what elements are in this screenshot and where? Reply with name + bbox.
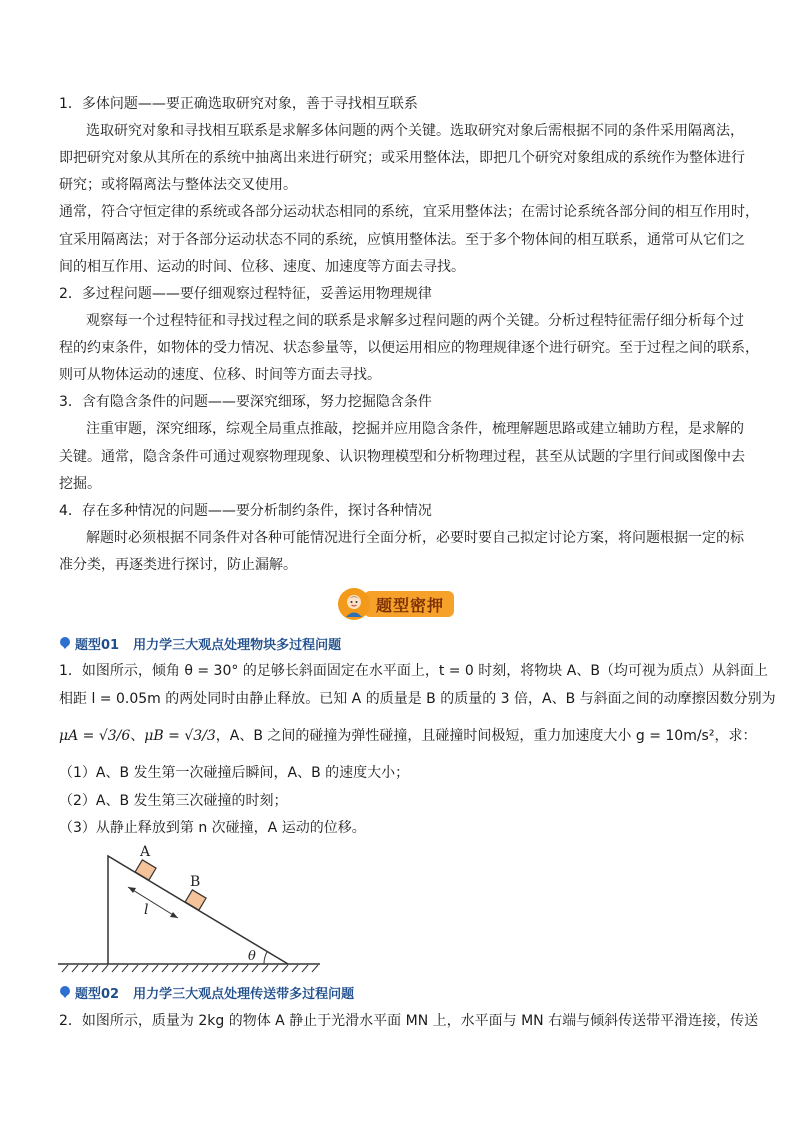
- section-2-text: 程的约束条件，如物体的受力情况、状态参量等，以便运用相应的物理规律逐个进行研究。至于过程之间的联系，: [59, 340, 759, 356]
- section-1-title: 1．多体问题——要正确选取研究对象，善于寻找相互联系: [59, 96, 418, 112]
- location-pin-icon: [59, 986, 71, 998]
- question-1: （1）A、B 发生第一次碰撞后瞬间，A、B 的速度大小；: [59, 765, 410, 781]
- type-01-title: 用力学三大观点处理物块多过程问题: [133, 637, 342, 653]
- type-01-heading: [59, 634, 341, 652]
- section-1-text: 间的相互作用、运动的时间、位移、速度、加速度等方面去寻找。: [59, 259, 465, 275]
- incline-figure: [58, 842, 320, 974]
- problem-2-text: 2．如图所示，质量为 2kg 的物体 A 静止于光滑水平面 MN 上，水平面与 MN 右端与倾斜传送带平滑连接，传送: [59, 1013, 759, 1029]
- section-4-text: 准分类，再逐类进行探讨，防止漏解。: [59, 557, 297, 573]
- section-3-title: 3．含有隐含条件的问题——要深究细琢，努力挖掘隐含条件: [59, 394, 432, 410]
- location-pin-icon: [59, 637, 71, 649]
- problem-1-text: ，A、B 之间的碰撞为弹性碰撞，且碰撞时间极短，重力加速度大小 g = 10m/s²，求：: [215, 728, 757, 744]
- section-2-title: 2．多过程问题——要仔细观察过程特征，妥善运用物理规律: [59, 286, 432, 302]
- problem-1-text: 相距 l = 0.05m 的两处同时由静止释放。已知 A 的质量是 B 的质量的 3 倍，A、B 与斜面之间的动摩擦因数分别为: [59, 691, 776, 707]
- mu-a-formula: μA = √3/6: [59, 728, 131, 744]
- section-1-text: 研究；或将隔离法与整体法交叉使用。: [59, 177, 297, 193]
- label-theta: θ: [248, 949, 256, 964]
- section-1-text: 宜采用隔离法；对于各部分运动状态不同的系统，应慎用整体法。至于多个物体间的相互联系，通常可从它们之: [59, 232, 745, 248]
- section-4-text: 解题时必须根据不同条件对各种可能情况进行全面分析，必要时要自己拟定讨论方案，将问题根据一定的标: [86, 530, 744, 546]
- badge-label: 题型密押: [364, 591, 454, 617]
- section-3-text: 挖掘。: [59, 476, 101, 492]
- section-1-text: 选取研究对象和寻找相互联系是求解多体问题的两个关键。选取研究对象后需根据不同的条件采用隔离法，: [86, 123, 744, 139]
- problem-1-text: 1．如图所示，倾角 θ = 30° 的足够长斜面固定在水平面上，t = 0 时刻，将物块 A、B（均可视为质点）从斜面上: [59, 663, 768, 679]
- type-02-heading: [59, 983, 354, 1001]
- mu-b-formula: μB = √3/3: [144, 728, 216, 744]
- section-2-text: 观察每一个过程特征和寻找过程之间的联系是求解多过程问题的两个关键。分析过程特征需仔细分析每个过: [86, 313, 744, 329]
- problem-1-formula-line: μA = √3/6、μB = √3/3，A、B 之间的碰撞为弹性碰撞，且碰撞时间极短，重力加速度大小 g = 10m/s²，求：: [59, 728, 757, 744]
- section-3-text: 注重审题，深究细琢，综观全局重点推敲，挖掘并应用隐含条件，梳理解题思路或建立辅助方程，是求解的: [86, 421, 744, 437]
- label-a: A: [140, 844, 151, 860]
- section-4-title: 4．存在多种情况的问题——要分析制约条件，探讨各种情况: [59, 503, 432, 519]
- label-l: l: [144, 902, 149, 918]
- section-2-text: 则可从物体运动的速度、位移、时间等方面去寻找。: [59, 367, 381, 383]
- teacher-avatar-icon: [338, 588, 370, 620]
- section-1-text: 即把研究对象从其所在的系统中抽离出来进行研究；或采用整体法，即把几个研究对象组成的系统作为整体进行: [59, 150, 745, 166]
- question-type-badge: [338, 587, 454, 621]
- question-3: （3）从静止释放到第 n 次碰撞，A 运动的位移。: [59, 820, 366, 836]
- section-1-text: 通常，符合守恒定律的系统或各部分运动状态相同的系统，宜采用整体法；在需讨论系统各部分间的相互作用时，: [59, 204, 759, 220]
- question-2: （2）A、B 发生第三次碰撞的时刻；: [59, 793, 288, 809]
- label-b: B: [190, 874, 201, 890]
- type-02-code: 题型02: [75, 986, 120, 1002]
- type-02-title: 用力学三大观点处理传送带多过程问题: [133, 986, 355, 1002]
- section-3-text: 关键。通常，隐含条件可通过观察物理现象、认识物理模型和分析物理过程，甚至从试题的字里行间或图像中去: [59, 449, 745, 465]
- type-01-code: 题型01: [75, 637, 120, 653]
